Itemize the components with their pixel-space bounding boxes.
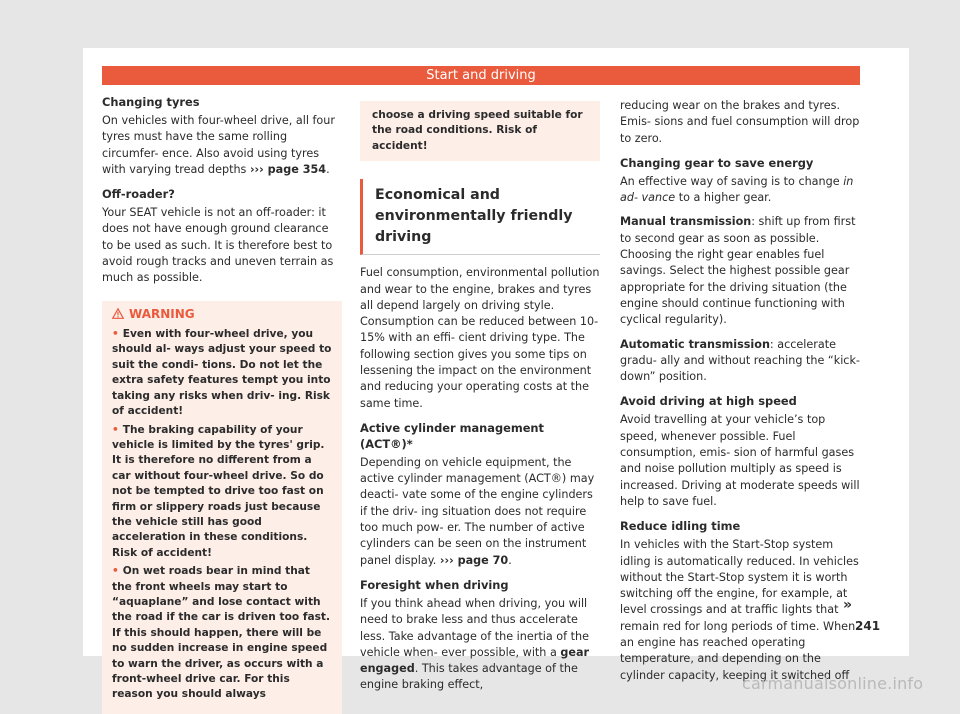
warning-triangle-icon [112,308,124,319]
heading-changing-tyres: Changing tyres [102,95,200,109]
page-header: Start and driving [102,66,860,85]
warning-continued: choose a driving speed suitable for the road conditions. Risk of accident! [360,101,600,161]
heading-idling: Reduce idling time [620,519,741,534]
paragraph-automatic-transmission: Automatic transmission: accelerate gradu- ally and without reaching the “kick-down” position. [620,337,860,384]
column-3 [620,98,860,692]
paragraph-act: Depending on vehicle equipment, the active cylinder management (ACT®) may deacti- vate some of the engine cylinders if the driv- ing situation does not require too much pow- er. The number of active cylinders can be seen on the instrument panel display. ››› page 70. [360,455,595,567]
warning-box [102,301,342,714]
paragraph-manual-transmission: Manual transmission: shift up from first to second gear as soon as possible. Choosing the right gear enables fuel savings. Select the highest possible gear appropriate for the driving situation (the engine should continue functioning with cyclical regularity). [620,215,856,327]
bullet-icon: • [112,328,119,341]
paragraph-idling: In vehicles with the Start-Stop system idling is automatically reduced. In vehicles without the Start-Stop system it is worth switching off the engine, for example, at level crossings and at traffic lights that remain red for long periods of time. When an engine has reached operating temperature, and depending on the cylinder capacity, keeping it switched off [620,538,859,682]
heading-offroader: Off-roader? [102,187,175,202]
bullet-icon: • [112,423,119,436]
warning-item: • The braking capability of your vehicle is limited by the tyres' grip. It is therefore no different from a car without four-wheel drive. So do not be tempted to drive too fast on firm or slippery roads just because the vehicle still has good acceleration in these conditions. Risk of accident! [112,423,325,559]
section-title: Economical and environmentally friendly driving [360,179,600,255]
paragraph-high-speed: Avoid travelling at your vehicle’s top speed, whenever possible. Fuel consumption, emis- sion of harmful gases and noise pollution multiply as speed is increased. Driving at moderate speeds will help to save fuel. [620,413,860,508]
paragraph-changing-gear: An effective way of saving is to change in ad- vance to a higher gear. [620,174,854,205]
warning-title: WARNING [112,307,332,322]
paragraph-changing-tyres: On vehicles with four-wheel drive, all four tyres must have the same rolling circumfer- ence. Also avoid using tyres with varying tread depths ››› page 354. [102,114,335,176]
paragraph-intro: Fuel consumption, environmental pollution and wear to the engine, brakes and tyres all depend largely on driving style. Consumption can be reduced between 10-15% with an effi- cient driving type. The following section gives you some tips on lessening the impact on the environment and reducing your operating costs at the same time. [360,266,600,410]
bullet-icon: • [112,565,119,578]
warning-item: • On wet roads bear in mind that the front wheels may start to “aquaplane” and lose contact with the road if the car is driven too fast. If this should happen, there will be no sudden increase in engine speed to warn the driver, as occurs with a front-wheel drive car. For this reason you should always [112,565,330,701]
heading-changing-gear: Changing gear to save energy [620,155,814,170]
paragraph-offroader: Your SEAT vehicle is not an off-roader: it does not have enough ground clearance to be used as such. It is therefore best to avoid rough tracks and uneven terrain as much as possible. [102,206,334,285]
heading-high-speed: Avoid driving at high speed [620,394,797,409]
continue-marker: » [843,597,853,613]
paragraph-foresight: If you think ahead when driving, you will need to brake less and thus accelerate less. Take advantage of the inertia of the vehicle when- ever possible, with a gear engaged. This takes advantage of the engine braking effect, [360,596,590,692]
warning-item: • Even with four-wheel drive, you should al- ways adjust your speed to suit the condi- tions. Do not let the extra safety features tempt you into taking any risks when driv- ing. Risk of accident! [112,328,332,418]
page-link-354[interactable]: ››› page 354 [249,162,327,176]
italic-in-advance: in ad- vance [620,174,854,205]
page-link-70[interactable]: ››› page 70 [439,553,509,567]
page-number: 241 [855,619,881,633]
bold-gear-engaged: gear engaged [360,645,590,676]
section-body [360,265,600,694]
watermark: carmanualsonline.info [742,674,924,693]
paragraph-continued: reducing wear on the brakes and tyres. Emis- sions and fuel consumption will drop to zero. [620,99,860,145]
heading-foresight: Foresight when driving [360,577,509,592]
heading-act: Active cylinder management (ACT®)* [360,420,544,451]
column-2 [360,101,600,702]
column-1 [102,94,342,714]
